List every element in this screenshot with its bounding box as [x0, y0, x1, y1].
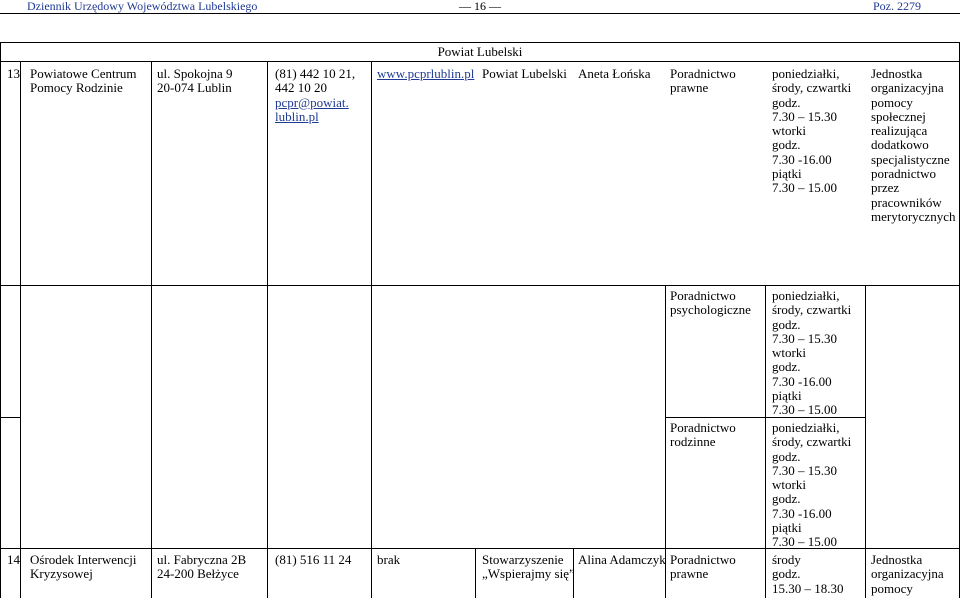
row13-number: 13	[7, 66, 20, 81]
service-family: Poradnictwo rodzinne	[670, 420, 736, 450]
row13-hours: poniedziałki, środy, czwartki godz. 7.30 – 15.30 wtorki godz. 7.30 -16.00 piątki 7.30 – 15.00	[772, 66, 852, 196]
left-stub-divider	[0, 417, 20, 418]
row14-notes: Jednostka organizacyjna pomocy	[871, 552, 944, 596]
row14-address: ul. Fabryczna 2B 24-200 Bełżyce	[157, 552, 247, 582]
row13-website-link[interactable]: www.pcprlublin.pl	[377, 66, 475, 81]
row14-contact: (81) 516 11 24	[275, 552, 352, 567]
col-border-8	[765, 285, 766, 598]
row13-email-link[interactable]: pcpr@powiat.	[275, 94, 349, 110]
position-number: Poz. 2279	[873, 0, 921, 13]
row13-service: Poradnictwo prawne	[670, 66, 736, 96]
service-psychological: Poradnictwo psychologiczne	[670, 288, 751, 318]
header-rule	[0, 13, 960, 14]
row13-email-link-cont[interactable]: lublin.pl	[275, 108, 319, 124]
page-header	[0, 0, 960, 16]
row13-notes: Jednostka organizacyjna pomocy społecznej realizująca dodatkowo specjalistyczne poradnictwo przez pracowników merytorycznych	[871, 66, 956, 224]
row14-organizer: Stowarzyszenie „Wspierajmy się”	[482, 552, 575, 582]
col-left-border	[0, 42, 1, 598]
row13-organizer: Powiat Lubelski	[482, 66, 567, 81]
col-border-9	[865, 285, 866, 598]
section-title: Powiat Lubelski	[437, 44, 523, 59]
row14-institution-name: Ośrodek Interwencji Kryzysowej	[30, 552, 137, 582]
journal-title: Dziennik Urzędowy Województwa Lubelskiego	[27, 0, 258, 13]
service-family-hours: poniedziałki, środy, czwartki godz. 7.30 – 15.30 wtorki godz. 7.30 -16.00 piątki 7.30 – 15.00	[772, 420, 852, 550]
title-row-border	[0, 61, 960, 62]
row14-service: Poradnictwo prawne	[670, 552, 736, 582]
col-border-2	[151, 61, 152, 598]
table-top-border	[0, 42, 960, 43]
row14-hours: środy godz. 15.30 – 18.30	[772, 552, 844, 596]
row13-bottom-border	[0, 285, 960, 286]
col-border-3	[267, 61, 268, 598]
row14-website: brak	[377, 552, 401, 567]
row13-address: ul. Spokojna 9 20-074 Lublin	[157, 66, 233, 96]
row13-institution-name: Powiatowe Centrum Pomocy Rodzinie	[30, 66, 137, 96]
page-number: — 16 —	[459, 0, 501, 13]
col-border-4	[371, 61, 372, 598]
col-border-5	[475, 548, 476, 598]
row14-contact-person: Alina Adamczyk	[578, 552, 666, 567]
row14-number: 14	[7, 552, 20, 567]
col-border-1	[20, 61, 21, 598]
row13-contact: (81) 442 10 21, 442 10 20 pcpr@powiat. lublin.pl	[275, 66, 356, 124]
service-psychological-hours: poniedziałki, środy, czwartki godz. 7.30 – 15.30 wtorki godz. 7.30 -16.00 piątki 7.30 – 15.00	[772, 288, 852, 418]
row13-contact-person: Aneta Łońska	[578, 66, 651, 81]
